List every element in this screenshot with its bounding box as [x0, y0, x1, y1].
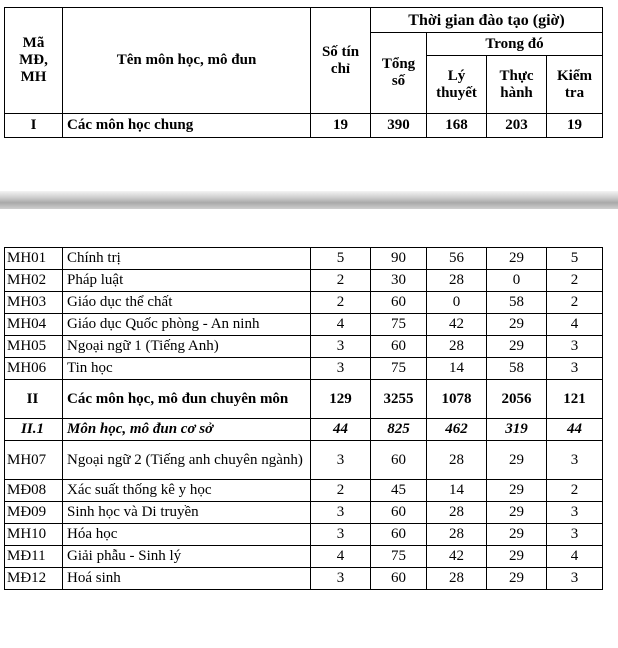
- cell-code: MĐ09: [5, 502, 63, 524]
- cell-total: 75: [371, 546, 427, 568]
- cell-practice: 29: [487, 441, 547, 480]
- cell-practice: 29: [487, 314, 547, 336]
- summary-theory: 168: [427, 114, 487, 138]
- cell-theory: 462: [427, 419, 487, 441]
- header-exam: Kiểm tra: [547, 56, 603, 114]
- cell-exam: 44: [547, 419, 603, 441]
- cell-practice: 29: [487, 480, 547, 502]
- table-row: [5, 248, 603, 270]
- cell-theory: 0: [427, 292, 487, 314]
- cell-total: 45: [371, 480, 427, 502]
- cell-code: MH10: [5, 524, 63, 546]
- cell-practice: 29: [487, 524, 547, 546]
- table-row: [5, 480, 603, 502]
- cell-credits: 2: [311, 480, 371, 502]
- header-practice: Thực hành: [487, 56, 547, 114]
- cell-code: MĐ08: [5, 480, 63, 502]
- cell-name: Xác suất thống kê y học: [63, 480, 311, 502]
- cell-name: Ngoại ngữ 1 (Tiếng Anh): [63, 336, 311, 358]
- table-row: [5, 292, 603, 314]
- cell-name: Môn học, mô đun cơ sở: [63, 419, 311, 441]
- cell-name: Hoá sinh: [63, 568, 311, 590]
- cell-theory: 42: [427, 546, 487, 568]
- cell-practice: 29: [487, 248, 547, 270]
- cell-code: MH01: [5, 248, 63, 270]
- cell-code: MĐ12: [5, 568, 63, 590]
- cell-code: II.1: [5, 419, 63, 441]
- cell-theory: 14: [427, 358, 487, 380]
- cell-name: Các môn học, mô đun chuyên môn: [63, 380, 311, 419]
- cell-exam: 3: [547, 336, 603, 358]
- cell-exam: 2: [547, 480, 603, 502]
- cell-practice: 58: [487, 358, 547, 380]
- cell-theory: 1078: [427, 380, 487, 419]
- cell-total: 60: [371, 524, 427, 546]
- summary-total: 390: [371, 114, 427, 138]
- cell-theory: 28: [427, 524, 487, 546]
- cell-total: 60: [371, 502, 427, 524]
- cell-code: MH06: [5, 358, 63, 380]
- cell-total: 60: [371, 441, 427, 480]
- cell-name: Hóa học: [63, 524, 311, 546]
- cell-exam: 3: [547, 441, 603, 480]
- cell-total: 90: [371, 248, 427, 270]
- cell-theory: 42: [427, 314, 487, 336]
- cell-name: Giải phẫu - Sinh lý: [63, 546, 311, 568]
- table-row: [5, 358, 603, 380]
- summary-practice: 203: [487, 114, 547, 138]
- cell-theory: 28: [427, 502, 487, 524]
- summary-code: I: [5, 114, 63, 138]
- cell-theory: 28: [427, 336, 487, 358]
- summary-name: Các môn học chung: [63, 114, 311, 138]
- cell-total: 60: [371, 292, 427, 314]
- cell-total: 30: [371, 270, 427, 292]
- cell-exam: 5: [547, 248, 603, 270]
- cell-code: MĐ11: [5, 546, 63, 568]
- cell-code: MH07: [5, 441, 63, 480]
- cell-total: 3255: [371, 380, 427, 419]
- table-row: [5, 568, 603, 590]
- cell-practice: 58: [487, 292, 547, 314]
- cell-exam: 4: [547, 314, 603, 336]
- cell-practice: 29: [487, 568, 547, 590]
- cell-total: 825: [371, 419, 427, 441]
- header-credits: Số tín chỉ: [311, 8, 371, 114]
- cell-exam: 4: [547, 546, 603, 568]
- cell-code: MH05: [5, 336, 63, 358]
- cell-code: II: [5, 380, 63, 419]
- cell-exam: 3: [547, 502, 603, 524]
- cell-theory: 28: [427, 441, 487, 480]
- cell-credits: 3: [311, 568, 371, 590]
- cell-practice: 0: [487, 270, 547, 292]
- cell-total: 60: [371, 568, 427, 590]
- cell-total: 75: [371, 358, 427, 380]
- cell-code: MH03: [5, 292, 63, 314]
- cell-theory: 14: [427, 480, 487, 502]
- cell-credits: 129: [311, 380, 371, 419]
- cell-theory: 56: [427, 248, 487, 270]
- page-break-gap: [0, 191, 618, 209]
- header-total: Tổng số: [371, 33, 427, 114]
- header-code: Mã MĐ, MH: [5, 8, 63, 114]
- table-row: [5, 380, 603, 419]
- cell-credits: 3: [311, 358, 371, 380]
- cell-practice: 2056: [487, 380, 547, 419]
- cell-credits: 3: [311, 441, 371, 480]
- cell-theory: 28: [427, 270, 487, 292]
- cell-name: Sinh học và Di truyền: [63, 502, 311, 524]
- cell-exam: 3: [547, 524, 603, 546]
- cell-credits: 5: [311, 248, 371, 270]
- cell-name: Tin học: [63, 358, 311, 380]
- summary-exam: 19: [547, 114, 603, 138]
- cell-credits: 44: [311, 419, 371, 441]
- cell-credits: 3: [311, 336, 371, 358]
- cell-credits: 4: [311, 546, 371, 568]
- header-theory: Lý thuyết: [427, 56, 487, 114]
- table-row: [5, 502, 603, 524]
- cell-code: MH04: [5, 314, 63, 336]
- header-training-time: Thời gian đào tạo (giờ): [371, 8, 603, 33]
- cell-credits: 3: [311, 502, 371, 524]
- cell-name: Pháp luật: [63, 270, 311, 292]
- cell-credits: 2: [311, 270, 371, 292]
- summary-credits: 19: [311, 114, 371, 138]
- cell-name: Chính trị: [63, 248, 311, 270]
- curriculum-table: [4, 247, 603, 590]
- cell-exam: 3: [547, 358, 603, 380]
- summary-row: [5, 114, 603, 138]
- table-row: [5, 419, 603, 441]
- cell-practice: 29: [487, 502, 547, 524]
- cell-practice: 29: [487, 336, 547, 358]
- curriculum-header-table: [4, 7, 603, 138]
- cell-credits: 3: [311, 524, 371, 546]
- cell-practice: 29: [487, 546, 547, 568]
- cell-practice: 319: [487, 419, 547, 441]
- cell-credits: 4: [311, 314, 371, 336]
- cell-name: Giáo dục thể chất: [63, 292, 311, 314]
- cell-exam: 121: [547, 380, 603, 419]
- table-row: [5, 441, 603, 480]
- table-row: [5, 270, 603, 292]
- cell-total: 75: [371, 314, 427, 336]
- header-of-which: Trong đó: [427, 33, 603, 56]
- cell-exam: 2: [547, 270, 603, 292]
- cell-exam: 3: [547, 568, 603, 590]
- cell-theory: 28: [427, 568, 487, 590]
- table-row: [5, 336, 603, 358]
- cell-code: MH02: [5, 270, 63, 292]
- table-row: [5, 314, 603, 336]
- table-row: [5, 546, 603, 568]
- cell-total: 60: [371, 336, 427, 358]
- cell-exam: 2: [547, 292, 603, 314]
- table-row: [5, 524, 603, 546]
- cell-name: Giáo dục Quốc phòng - An ninh: [63, 314, 311, 336]
- cell-name: Ngoại ngữ 2 (Tiếng anh chuyên ngành): [63, 441, 311, 480]
- cell-credits: 2: [311, 292, 371, 314]
- header-name: Tên môn học, mô đun: [63, 8, 311, 114]
